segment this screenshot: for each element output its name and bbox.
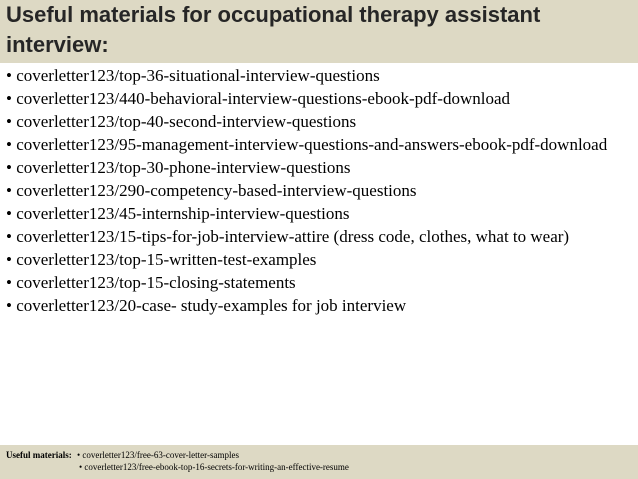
list-item (6, 248, 632, 271)
list-item (6, 294, 632, 317)
list-item (6, 271, 632, 294)
list-item (6, 202, 632, 225)
bullet: • (6, 158, 12, 177)
bullet: • (6, 273, 12, 292)
list-item-text: coverletter123/440-behavioral-interview-questions-ebook-pdf-download (16, 89, 510, 108)
list-item (6, 64, 632, 87)
list-item (6, 133, 632, 156)
bullet: • (6, 204, 12, 223)
list-item-text: coverletter123/20-case- study-examples for job interview (16, 296, 407, 315)
bullet: • (6, 135, 12, 154)
list-item-text: coverletter123/top-36-situational-interview-questions (16, 66, 380, 85)
list-item-text: coverletter123/top-15-closing-statements (16, 273, 296, 292)
footer-link-cover-letter-samples[interactable]: • coverletter123/free-63-cover-letter-samples (77, 450, 239, 460)
list-item (6, 110, 632, 133)
bullet: • (6, 250, 12, 269)
page-title: Useful materials for occupational therapy assistant interview: (6, 2, 541, 57)
footer-link-resume-ebook[interactable]: • coverletter123/free-ebook-top-16-secrets-for-writing-an-effective-resume (79, 462, 349, 472)
list-item-text: coverletter123/top-15-written-test-examples (16, 250, 317, 269)
list-item-text: coverletter123/15-tips-for-job-interview-attire (dress code, clothes, what to wear) (16, 227, 570, 246)
bullet: • (6, 181, 12, 200)
list-item (6, 179, 632, 202)
materials-list (6, 64, 632, 317)
list-item-text: coverletter123/top-40-second-interview-questions (16, 112, 357, 131)
bullet: • (6, 296, 12, 315)
bullet: • (6, 227, 12, 246)
bullet: • (6, 112, 12, 131)
bullet: • (6, 89, 12, 108)
list-item-text: coverletter123/95-management-interview-questions-and-answers-ebook-pdf-download (16, 135, 608, 154)
bullet: • (6, 66, 12, 85)
list-item-text: coverletter123/45-internship-interview-questions (16, 204, 350, 223)
list-item-text: coverletter123/top-30-phone-interview-questions (16, 158, 351, 177)
footer-label: Useful materials: (6, 450, 72, 460)
list-item (6, 225, 632, 248)
list-item (6, 87, 632, 110)
list-item-text: coverletter123/290-competency-based-interview-questions (16, 181, 417, 200)
list-item (6, 156, 632, 179)
